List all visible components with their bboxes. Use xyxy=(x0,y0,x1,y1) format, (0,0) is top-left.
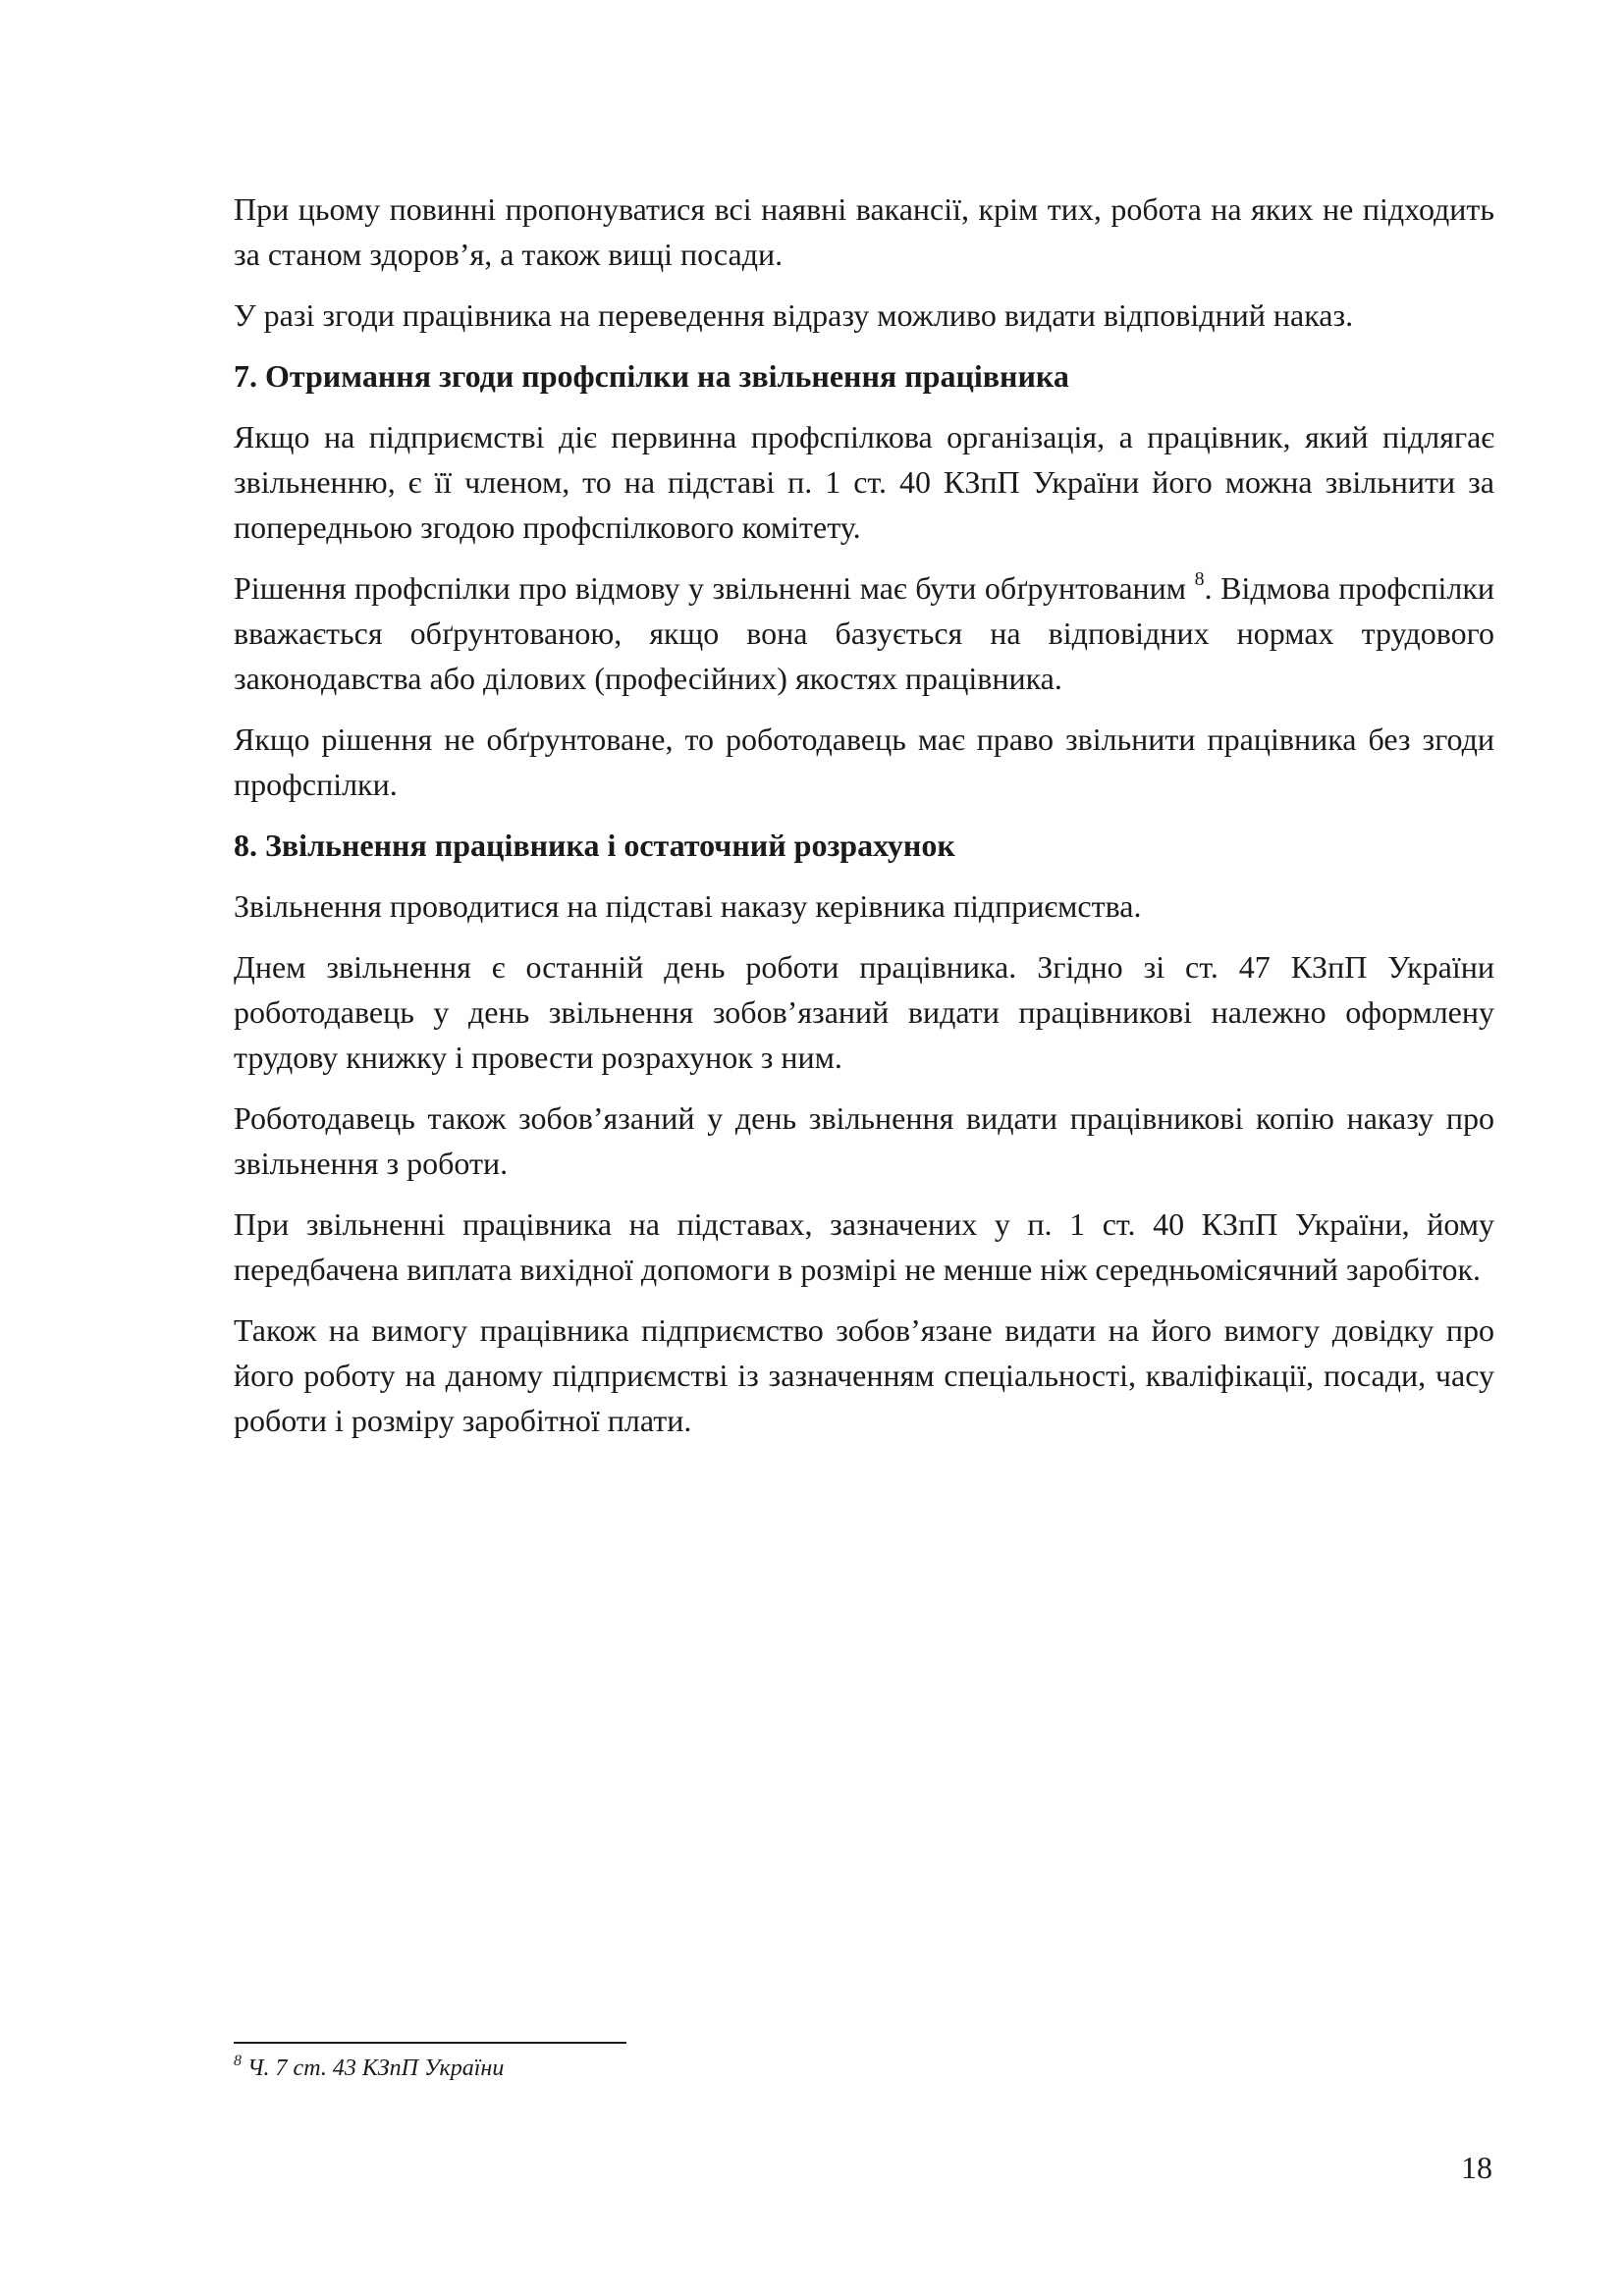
section-8-paragraph-4: При звільненні працівника на підставах, зазначених у п. 1 ст. 40 КЗпП України, йому передбачена виплата вихідної допомоги в розмірі не менше ніж середньомісячний заробіток. xyxy=(234,1206,1494,1287)
page-number: 18 xyxy=(1461,2150,1492,2185)
footnote xyxy=(234,2052,504,2085)
footnote-text: Ч. 7 ст. 43 КЗпП України xyxy=(247,2056,505,2081)
section-7-heading: 7. Отримання згоди профспілки на звільнення працівника xyxy=(234,358,1069,394)
section-8-paragraph-3: Роботодавець також зобов’язаний у день звільнення видати працівникові копію наказу про звільнення з роботи. xyxy=(234,1100,1494,1181)
section-7-paragraph-2-continuation: . Відмова профспілки вважається обґрунтованою, якщо вона базується на відповідних нормах трудового законодавства або ділових (професійних) якостях працівника. xyxy=(234,570,1495,696)
section-7-paragraph-2-text: Рішення профспілки про відмову у звільненні має бути обґрунтованим xyxy=(234,570,1187,606)
page-body xyxy=(234,187,1494,1459)
footnote-reference[interactable]: 8 xyxy=(1194,568,1205,590)
paragraph-intro-2: У разі згоди працівника на переведення відразу можливо видати відповідний наказ. xyxy=(234,297,1354,333)
section-7-paragraph-2 xyxy=(234,565,1494,701)
section-7-paragraph-3: Якщо рішення не обґрунтоване, то роботодавець має право звільнити працівника без згоди профспілки. xyxy=(234,721,1494,802)
footnote-separator xyxy=(234,2042,626,2044)
section-8-heading: 8. Звільнення працівника і остаточний розрахунок xyxy=(234,828,955,863)
paragraph-intro-1: При цьому повинні пропонуватися всі наявні вакансії, крім тих, робота на яких не підходить за станом здоров’я, а також вищі посади. xyxy=(234,191,1494,272)
footnote-number: 8 xyxy=(234,2053,242,2069)
section-8-paragraph-2: Днем звільнення є останній день роботи працівника. Згідно зі ст. 47 КЗпП України роботодавець у день звільнення зобов’язаний видати працівникові належно оформлену трудову книжку і провести розрахунок з ним. xyxy=(234,949,1494,1075)
section-7-paragraph-1: Якщо на підприємстві діє первинна профспілкова організація, а працівник, який підлягає звільненню, є її членом, то на підставі п. 1 ст. 40 КЗпП України його можна звільнити за попередньою згодою профспілкового комітету. xyxy=(234,419,1494,545)
section-8-paragraph-5: Також на вимогу працівника підприємство зобов’язане видати на його вимогу довідку про його роботу на даному підприємстві із зазначенням спеціальності, кваліфікації, посади, часу роботи і розміру заробітної плати. xyxy=(234,1312,1494,1438)
section-8-paragraph-1: Звільнення проводитися на підставі наказу керівника підприємства. xyxy=(234,888,1142,924)
